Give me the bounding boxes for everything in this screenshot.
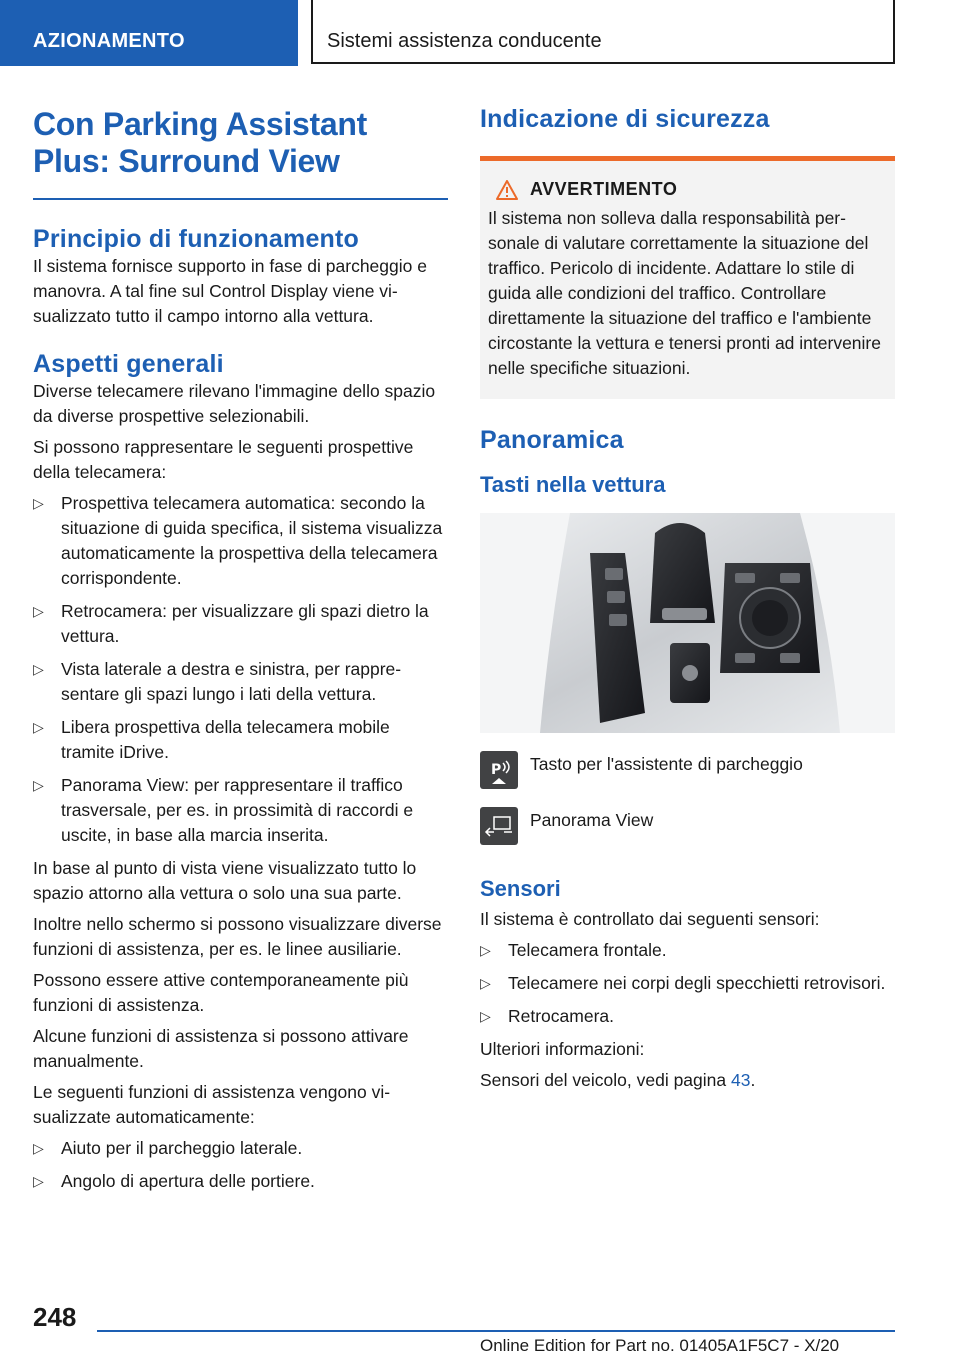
- edition-footer: Online Edition for Part no. 01405A1F5C7 - X/20: [480, 1336, 840, 1355]
- left-column: [33, 100, 448, 1202]
- paragraph-more: Ulteriori informazioni:: [480, 1039, 645, 1059]
- triangle-bullet-icon: ▷: [33, 495, 44, 511]
- button-label-panorama: Panorama View: [530, 810, 654, 830]
- list-item: ▷ Aiuto per il parcheggio laterale.: [33, 1136, 448, 1161]
- warning-triangle-icon: [496, 180, 518, 200]
- triangle-bullet-icon: ▷: [33, 603, 44, 619]
- page-reference-link[interactable]: 43: [731, 1070, 751, 1090]
- center-console-photo: [480, 513, 895, 733]
- heading-general: Aspetti generali: [33, 350, 224, 378]
- heading-principle: Principio di funzionamento: [33, 225, 360, 253]
- paragraph-principle: Il sistema fornisce supporto in fase di parcheggio e manovra. A tal fine sul Control Display viene visualizzato tutto il campo intorno alla vettura.: [33, 256, 427, 326]
- title-rule: [33, 198, 448, 200]
- page-header: [0, 0, 960, 66]
- paragraph-multi: Possono essere attive contemporaneamente più funzioni di assistenza.: [33, 970, 409, 1015]
- chapter-title: Sistemi assistenza conducente: [311, 0, 895, 64]
- button-label-parking: Tasto per l'assistente di parcheggio: [530, 754, 803, 774]
- paragraph-general-1: Diverse telecamere rilevano l'immagine dello spazio da diverse prospettive selezionabili.: [33, 381, 436, 426]
- warning-text: Il sistema non solleva dalla responsabilità personale di valutare correttamente la situazione del traffico. Pericolo di incidente. Adattare lo stile di guida alle condizioni del traffico. Controllare direttamente la situazione del traffico e l'ambiente circostante la vettura e tenersi pronti ad intervenire nelle specifiche situazioni.: [488, 208, 881, 378]
- list-item: ▷ Vista laterale a destra e sinistra, per rappresentare gli spazi lungo i lati della vettura.: [33, 659, 402, 704]
- paragraph-ref: Sensori del veicolo, vedi pagina 43.: [480, 1070, 756, 1090]
- panorama-view-icon: [480, 807, 518, 845]
- paragraph-auto: Le seguenti funzioni di assistenza vengono visualizzate automaticamente:: [33, 1082, 391, 1127]
- triangle-bullet-icon: ▷: [33, 661, 44, 677]
- page-number: 248: [33, 1302, 77, 1332]
- triangle-bullet-icon: ▷: [33, 1140, 44, 1156]
- parking-assistant-icon: [480, 751, 518, 789]
- triangle-bullet-icon: ▷: [480, 942, 491, 958]
- list-item: ▷ Libera prospettiva della telecamera mobile tramite iDrive.: [33, 717, 390, 762]
- list-item: ▷ Telecamere nei corpi degli specchietti retrovisori.: [480, 971, 895, 996]
- sensors-list: [480, 938, 895, 1029]
- heading-safety: Indicazione di sicurezza: [480, 105, 770, 133]
- page-title: Con Parking Assistant Plus: Surround View: [33, 106, 367, 179]
- heading-sensors: Sensori: [480, 876, 561, 901]
- warning-header: [488, 179, 887, 200]
- triangle-bullet-icon: ▷: [480, 1008, 491, 1024]
- auto-functions-list: [33, 1136, 448, 1194]
- svg-text:P: P: [491, 762, 502, 778]
- list-item: ▷ Prospettiva telecamera automatica: secondo la situazione di guida specifica, il sistema visualizza automaticamente la prospettiva della telecamera corrispondente.: [33, 493, 443, 588]
- perspectives-list: [33, 491, 448, 848]
- heading-overview: Panoramica: [480, 426, 624, 454]
- paragraph-manual: Alcune funzioni di assistenza si possono attivare manualmente.: [33, 1026, 409, 1071]
- paragraph-view: In base al punto di vista viene visualizzato tutto lo spazio attorno alla vettura o solo una sua parte.: [33, 858, 417, 903]
- paragraph-sensors: Il sistema è controllato dai seguenti sensori:: [480, 909, 820, 929]
- center-console-illustration: [480, 513, 895, 733]
- button-row-parking: [480, 751, 895, 789]
- list-item: ▷ Retrocamera.: [480, 1004, 895, 1029]
- triangle-bullet-icon: ▷: [480, 975, 491, 991]
- list-item: ▷ Angolo di apertura delle portiere.: [33, 1169, 448, 1194]
- right-column: [480, 100, 895, 1099]
- warning-box: [480, 156, 895, 399]
- list-item: ▷ Telecamera frontale.: [480, 938, 895, 963]
- heading-buttons: Tasti nella vettura: [480, 472, 666, 497]
- triangle-bullet-icon: ▷: [33, 1173, 44, 1189]
- section-tab: AZIONAMENTO: [0, 0, 298, 66]
- paragraph-general-2: Si possono rappresentare le seguenti prospettive della telecamera:: [33, 437, 414, 482]
- list-item: ▷ Panorama View: per rappresentare il traffico trasversale, per es. in prossimità di raccordi e uscite, in base alla marcia inserita.: [33, 775, 414, 845]
- paragraph-screen: Inoltre nello schermo si possono visualizzare diverse funzioni di assistenza, per es. le linee ausiliarie.: [33, 914, 442, 959]
- list-item: ▷ Retrocamera: per visualizzare gli spazi dietro la vettura.: [33, 601, 429, 646]
- triangle-bullet-icon: ▷: [33, 719, 44, 735]
- footer-rule: [97, 1330, 895, 1332]
- warning-title: AVVERTIMENTO: [530, 179, 678, 199]
- button-row-panorama: [480, 807, 895, 845]
- triangle-bullet-icon: ▷: [33, 777, 44, 793]
